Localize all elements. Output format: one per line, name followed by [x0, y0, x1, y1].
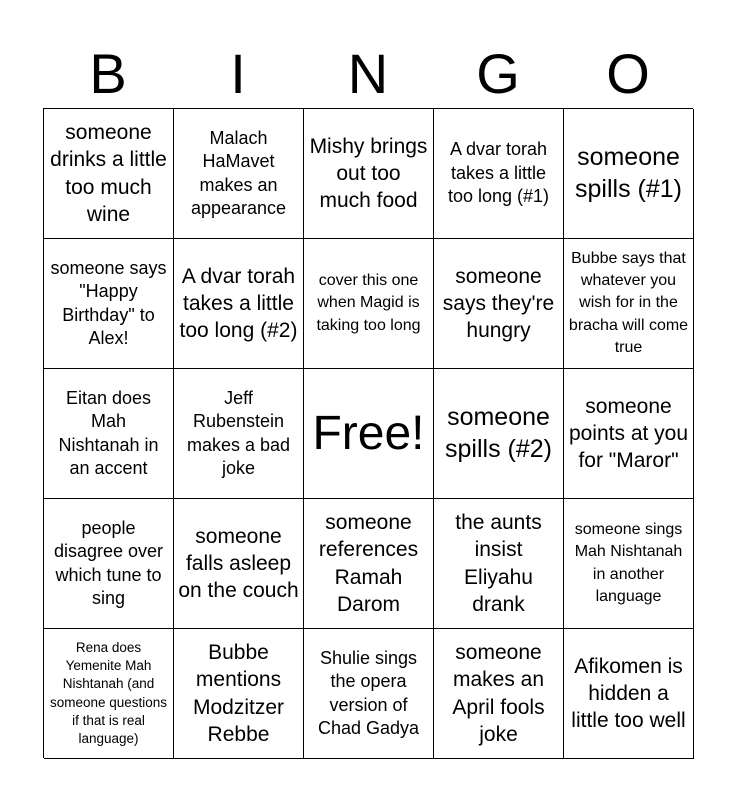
bingo-cell[interactable]: someone makes an April fools joke — [434, 629, 564, 759]
bingo-cell[interactable]: cover this one when Magid is taking too long — [304, 239, 434, 369]
bingo-cell[interactable]: Bubbe says that whatever you wish for in the bracha will come true — [564, 239, 694, 369]
bingo-cell[interactable]: Malach HaMavet makes an appearance — [174, 109, 304, 239]
free-space-cell[interactable]: Free! — [304, 369, 434, 499]
bingo-cell[interactable]: someone says they're hungry — [434, 239, 564, 369]
header-letter-g: G — [476, 42, 520, 105]
bingo-cell[interactable]: Jeff Rubenstein makes a bad joke — [174, 369, 304, 499]
bingo-cell[interactable]: Mishy brings out too much food — [304, 109, 434, 239]
bingo-cell[interactable]: Rena does Yemenite Mah Nishtanah (and someone questions if that is real language) — [44, 629, 174, 759]
bingo-header — [43, 40, 693, 108]
bingo-cell[interactable]: A dvar torah takes a little too long (#2) — [174, 239, 304, 369]
header-letter-o: O — [606, 42, 650, 105]
bingo-cell[interactable]: someone sings Mah Nishtanah in another language — [564, 499, 694, 629]
header-letter-b: B — [89, 42, 127, 105]
bingo-cell[interactable]: the aunts insist Eliyahu drank — [434, 499, 564, 629]
bingo-cell[interactable]: someone points at you for "Maror" — [564, 369, 694, 499]
bingo-cell[interactable]: someone falls asleep on the couch — [174, 499, 304, 629]
bingo-cell[interactable]: someone references Ramah Darom — [304, 499, 434, 629]
bingo-cell[interactable]: someone spills (#2) — [434, 369, 564, 499]
bingo-cell[interactable]: someone says "Happy Birthday" to Alex! — [44, 239, 174, 369]
header-letter-n: N — [347, 42, 389, 105]
bingo-cell[interactable]: someone drinks a little too much wine — [44, 109, 174, 239]
bingo-cell[interactable]: Eitan does Mah Nishtanah in an accent — [44, 369, 174, 499]
bingo-cell[interactable]: people disagree over which tune to sing — [44, 499, 174, 629]
header-letter-i: I — [230, 42, 246, 105]
bingo-board — [43, 108, 693, 758]
bingo-cell[interactable]: Shulie sings the opera version of Chad Gadya — [304, 629, 434, 759]
bingo-cell[interactable]: Afikomen is hidden a little too well — [564, 629, 694, 759]
bingo-cell[interactable]: someone spills (#1) — [564, 109, 694, 239]
bingo-cell[interactable]: Bubbe mentions Modzitzer Rebbe — [174, 629, 304, 759]
bingo-cell[interactable]: A dvar torah takes a little too long (#1) — [434, 109, 564, 239]
